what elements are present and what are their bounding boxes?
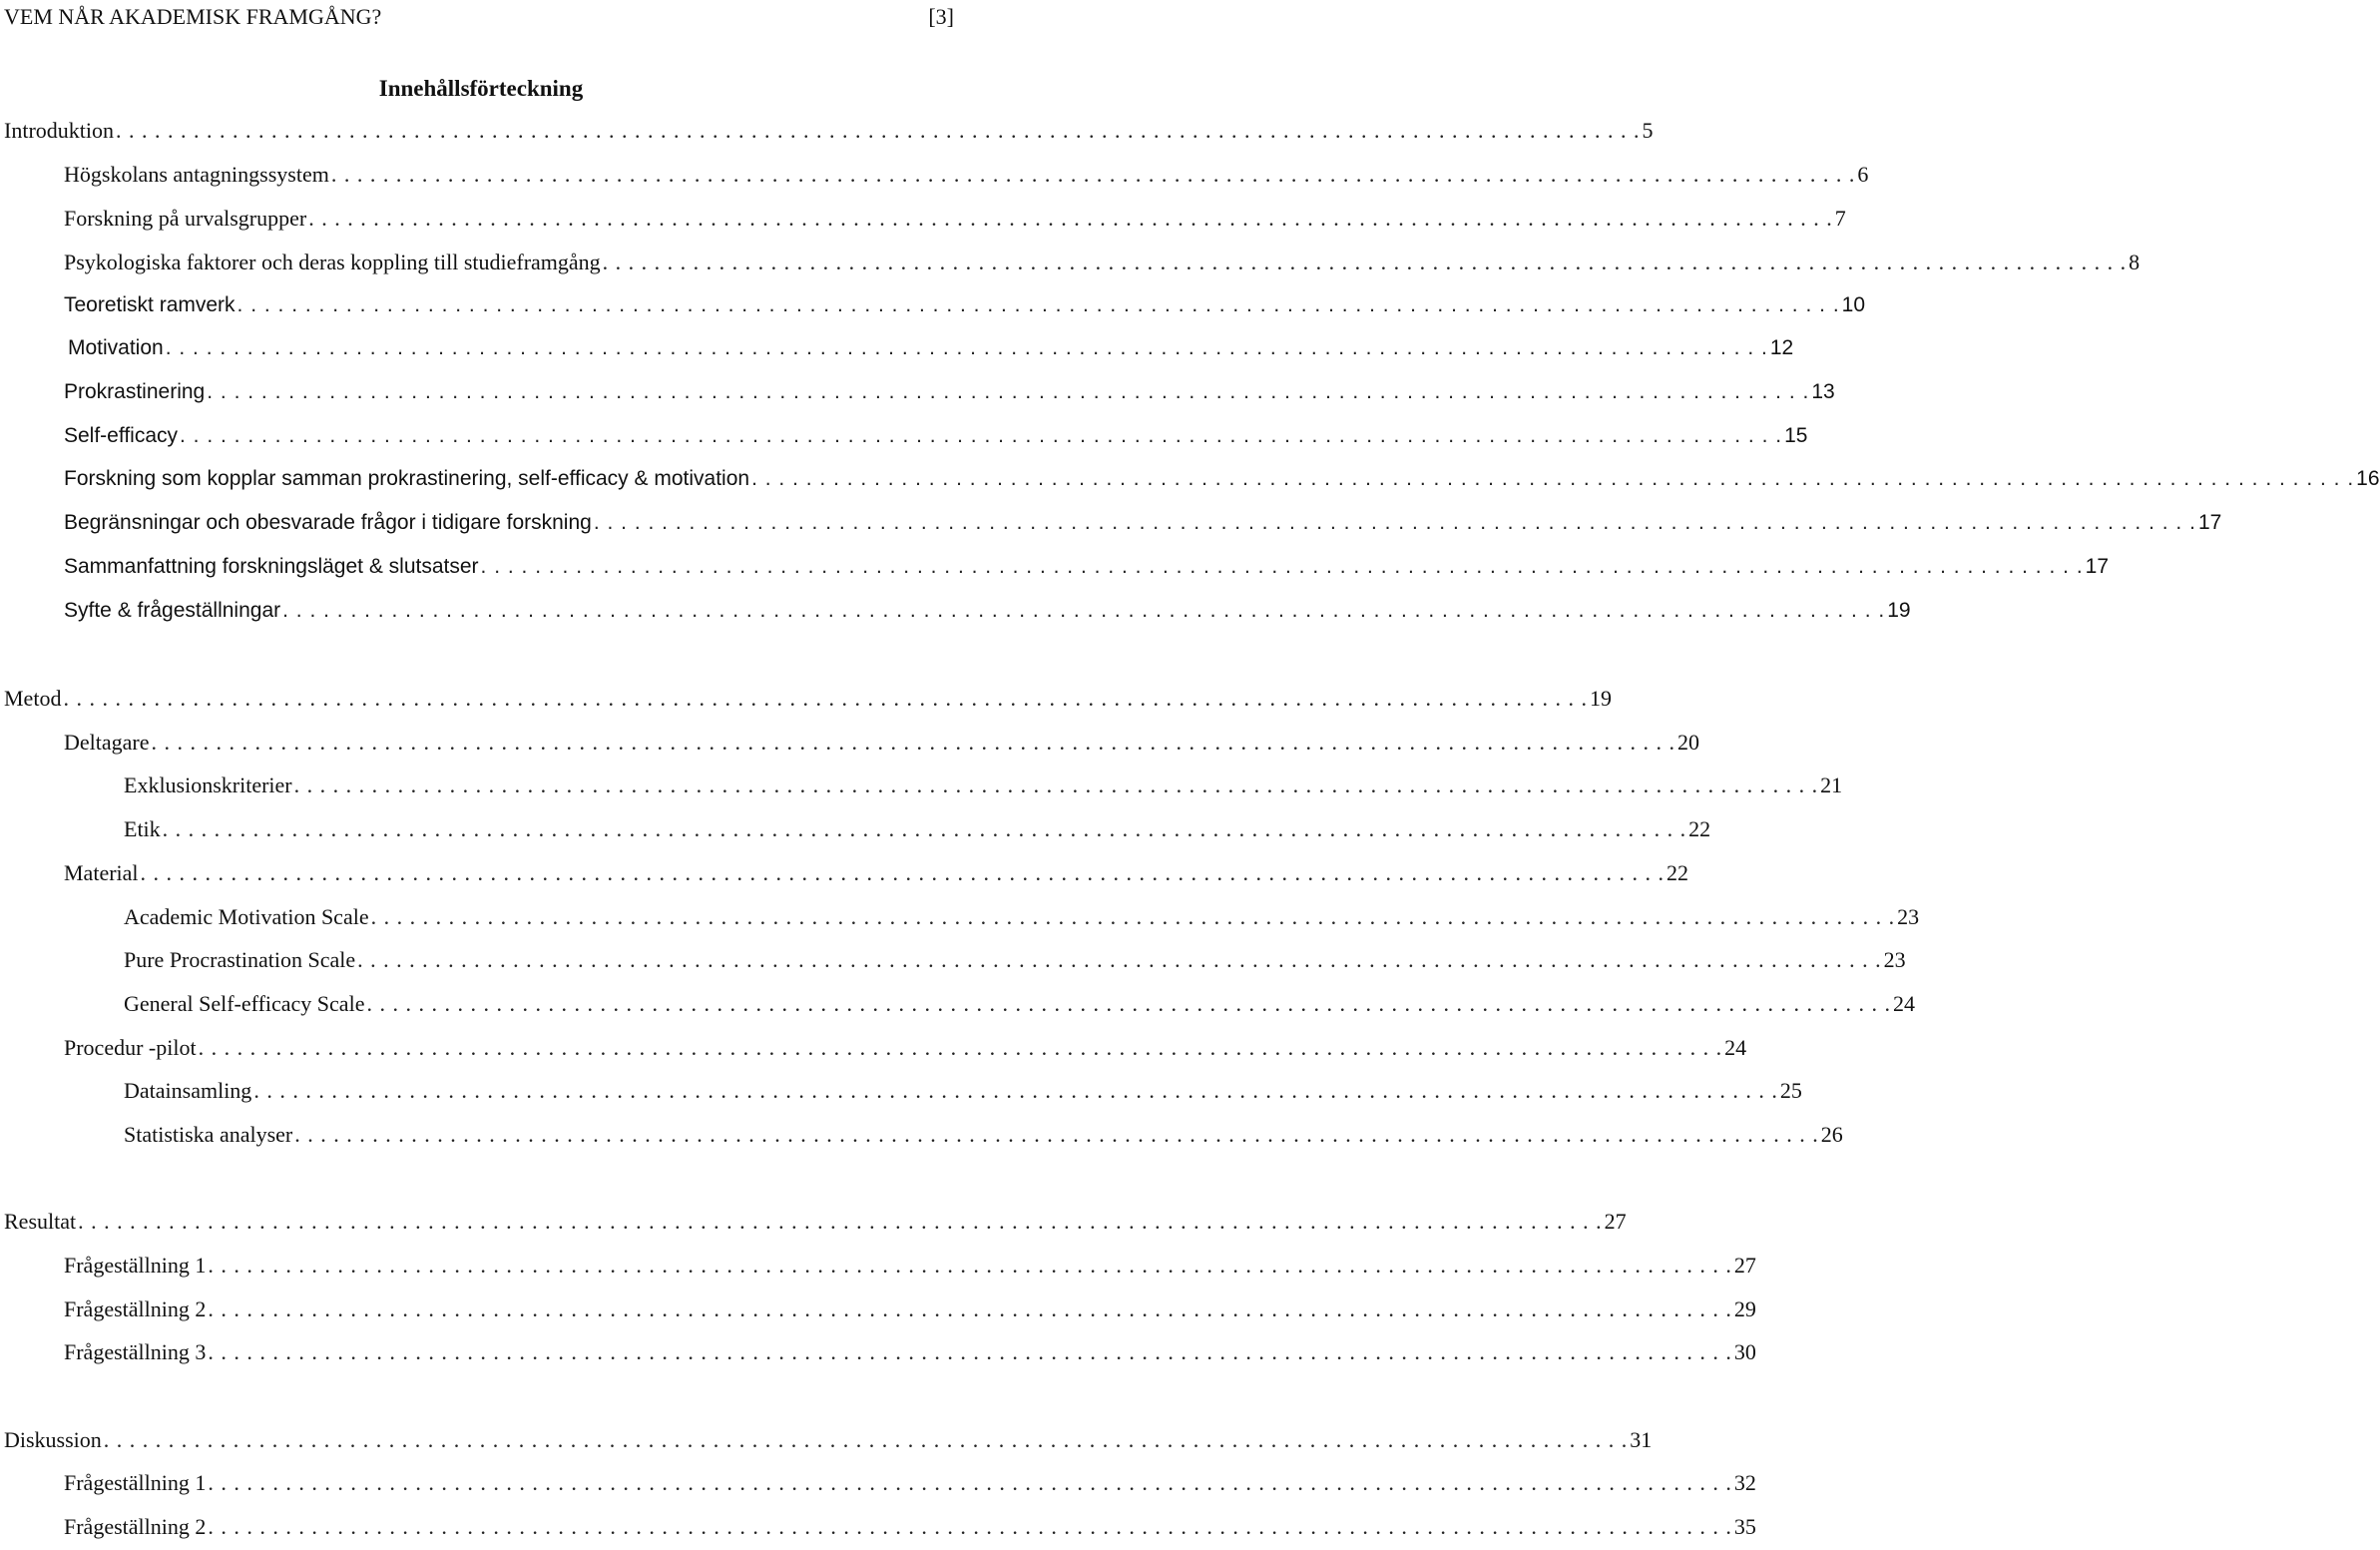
toc-leader — [357, 947, 1882, 973]
toc-entry-introduktion[interactable] — [4, 118, 1654, 154]
toc-leader — [603, 250, 2128, 275]
toc-entry-resultat-fragestallning-3[interactable] — [64, 1339, 1756, 1375]
toc-entry-label: Datainsamling — [124, 1078, 252, 1103]
toc-entry-psykologiska-faktorer[interactable] — [64, 250, 2141, 285]
toc-entry-label: Motivation — [68, 336, 164, 359]
toc-leader — [208, 1296, 1732, 1322]
toc-entry-sammanfattning[interactable] — [64, 555, 2110, 591]
toc-entry-page: 19 — [1887, 599, 1911, 622]
toc-entry-page: 27 — [1733, 1253, 1756, 1278]
toc-leader — [371, 904, 1896, 930]
toc-entry-teoretiskt-ramverk[interactable] — [64, 293, 1866, 329]
toc-leader — [294, 773, 1819, 798]
toc-entry-label: Academic Motivation Scale — [124, 904, 369, 929]
toc-entry-label: Diskussion — [4, 1427, 102, 1452]
toc-entry-label: Metod — [4, 686, 62, 711]
toc-leader — [152, 730, 1676, 756]
toc-entry-page: 26 — [1820, 1122, 1843, 1147]
toc-entry-resultat-fragestallning-2[interactable] — [64, 1296, 1756, 1332]
toc-entry-resultat[interactable] — [4, 1209, 1627, 1245]
toc-entry-label: Etik — [124, 816, 161, 841]
toc-leader — [63, 686, 1588, 712]
toc-entry-page: 8 — [2129, 250, 2141, 274]
toc-entry-label: Material — [64, 860, 139, 885]
toc-entry-metod[interactable] — [4, 686, 1612, 722]
toc-entry-academic-motivation-scale[interactable] — [124, 904, 1920, 940]
toc-entry-page: 24 — [1892, 991, 1915, 1016]
toc-entry-page: 19 — [1589, 686, 1612, 711]
toc-entry-page: 16 — [2356, 467, 2380, 490]
toc-entry-label: Syfte & frågeställningar — [64, 599, 281, 622]
toc-entry-resultat-fragestallning-1[interactable] — [64, 1253, 1756, 1289]
toc-entry-begransningar[interactable] — [64, 511, 2222, 547]
toc-leader — [104, 1427, 1629, 1453]
toc-leader — [366, 991, 1891, 1017]
toc-entry-label: Forskning på urvalsgrupper — [64, 206, 307, 231]
toc-entry-label: Procedur -pilot — [64, 1035, 197, 1060]
toc-entry-page: 17 — [2085, 555, 2110, 578]
toc-leader — [294, 1122, 1819, 1148]
toc-entry-page: 30 — [1733, 1339, 1756, 1364]
toc-leader — [208, 1253, 1732, 1279]
toc-entry-page: 22 — [1688, 816, 1711, 841]
toc-entry-label: Teoretiskt ramverk — [64, 293, 236, 316]
toc-entry-page: 20 — [1677, 730, 1699, 755]
page-number: [3] — [928, 4, 954, 29]
toc-leader — [116, 118, 1641, 144]
toc-entry-page: 17 — [2197, 511, 2222, 534]
toc-entry-label: Sammanfattning forskningsläget & slutsatser — [64, 555, 479, 578]
toc-leader — [331, 162, 1856, 188]
toc-entry-page: 32 — [1733, 1470, 1756, 1495]
toc-entry-label: Statistiska analyser — [124, 1122, 293, 1147]
toc-leader — [282, 599, 1885, 623]
toc-entry-page: 12 — [1769, 336, 1794, 359]
toc-entry-datainsamling[interactable] — [124, 1078, 1802, 1114]
toc-entry-page: 24 — [1724, 1035, 1747, 1060]
toc-entry-label: Forskning som kopplar samman prokrastinering, self-efficacy & motivation — [64, 467, 750, 490]
toc-entry-page: 27 — [1604, 1209, 1627, 1234]
toc-entry-page: 10 — [1841, 293, 1866, 316]
toc-entry-page: 31 — [1630, 1427, 1653, 1452]
toc-entry-deltagare[interactable] — [64, 730, 1699, 766]
toc-leader — [594, 511, 2196, 535]
toc-leader — [481, 555, 2084, 579]
toc-entry-page: 7 — [1834, 206, 1846, 231]
running-title: VEM NÅR AKADEMISK FRAMGÅNG? — [4, 4, 382, 29]
toc-entry-label: Frågeställning 2 — [64, 1296, 207, 1321]
toc-entry-diskussion-fragestallning-1[interactable] — [64, 1470, 1756, 1506]
toc-entry-hogskolans-antagningssystem[interactable] — [64, 162, 1869, 198]
toc-entry-label: General Self-efficacy Scale — [124, 991, 365, 1016]
toc-entry-forskning-som-kopplar-samman[interactable] — [64, 467, 2380, 503]
toc-entry-label: Högskolans antagningssystem — [64, 162, 329, 187]
toc-entry-page: 13 — [1811, 380, 1835, 403]
toc-entry-page: 23 — [1883, 947, 1906, 972]
toc-entry-page: 6 — [1857, 162, 1869, 187]
toc-entry-label: Frågeställning 1 — [64, 1470, 207, 1495]
toc-entry-page: 25 — [1779, 1078, 1802, 1103]
toc-entry-page: 15 — [1784, 424, 1808, 447]
toc-entry-forskning-pa-urvalsgrupper[interactable] — [64, 206, 1846, 242]
toc-entry-label: Begränsningar och obesvarade frågor i tidigare forskning — [64, 511, 592, 534]
toc-entry-procedur-pilot[interactable] — [64, 1035, 1747, 1071]
toc-entry-diskussion[interactable] — [4, 1427, 1653, 1463]
toc-entry-page: 23 — [1897, 904, 1920, 929]
toc-entry-label: Pure Procrastination Scale — [124, 947, 356, 972]
toc-leader — [207, 380, 1809, 404]
toc-leader — [141, 860, 1666, 886]
toc-entry-page: 22 — [1666, 860, 1689, 885]
toc-entry-label: Self-efficacy — [64, 424, 178, 447]
toc-leader — [163, 816, 1687, 842]
toc-leader — [208, 1514, 1732, 1540]
toc-entry-statistiska-analyser[interactable] — [124, 1122, 1843, 1158]
toc-entry-label: Exklusionskriterier — [124, 773, 292, 797]
toc-entry-general-self-efficacy-scale[interactable] — [124, 991, 1915, 1027]
toc-entry-page: 5 — [1642, 118, 1654, 143]
toc-entry-label: Frågeställning 3 — [64, 1339, 207, 1364]
toc-entry-pure-procrastination-scale[interactable] — [124, 947, 1906, 983]
toc-entry-label: Resultat — [4, 1209, 77, 1234]
page-header — [4, 4, 954, 36]
toc-leader — [751, 467, 2354, 491]
toc-entry-prokrastinering[interactable] — [64, 380, 1835, 416]
toc-entry-syfte[interactable] — [64, 599, 1911, 635]
toc-entry-label: Prokrastinering — [64, 380, 206, 403]
toc-leader — [208, 1339, 1732, 1365]
toc-entry-label: Frågeställning 2 — [64, 1514, 207, 1539]
toc-entry-page: 29 — [1733, 1296, 1756, 1321]
toc-leader — [199, 1035, 1723, 1061]
toc-entry-label: Deltagare — [64, 730, 150, 755]
toc-entry-exklusionskriterier[interactable] — [124, 773, 1843, 808]
toc-entry-material[interactable] — [64, 860, 1689, 896]
toc-entry-label: Introduktion — [4, 118, 114, 143]
toc-entry-label: Frågeställning 1 — [64, 1253, 207, 1278]
toc-leader — [78, 1209, 1603, 1235]
toc-entry-label: Psykologiska faktorer och deras koppling till studieframgång — [64, 250, 601, 274]
toc-leader — [238, 293, 1840, 317]
toc-entry-etik[interactable] — [124, 816, 1711, 852]
toc-leader — [253, 1078, 1778, 1104]
toc-entry-diskussion-fragestallning-2[interactable] — [64, 1514, 1756, 1550]
toc-entry-page: 35 — [1733, 1514, 1756, 1539]
toc-entry-motivation[interactable] — [68, 336, 1794, 372]
toc-leader — [166, 336, 1768, 360]
toc-leader — [208, 1470, 1732, 1496]
toc-entry-page: 21 — [1820, 773, 1843, 797]
toc-entry-self-efficacy[interactable] — [64, 424, 1808, 460]
toc-title: Innehållsförteckning — [378, 76, 584, 101]
toc-leader — [308, 206, 1833, 232]
toc-leader — [180, 424, 1782, 448]
